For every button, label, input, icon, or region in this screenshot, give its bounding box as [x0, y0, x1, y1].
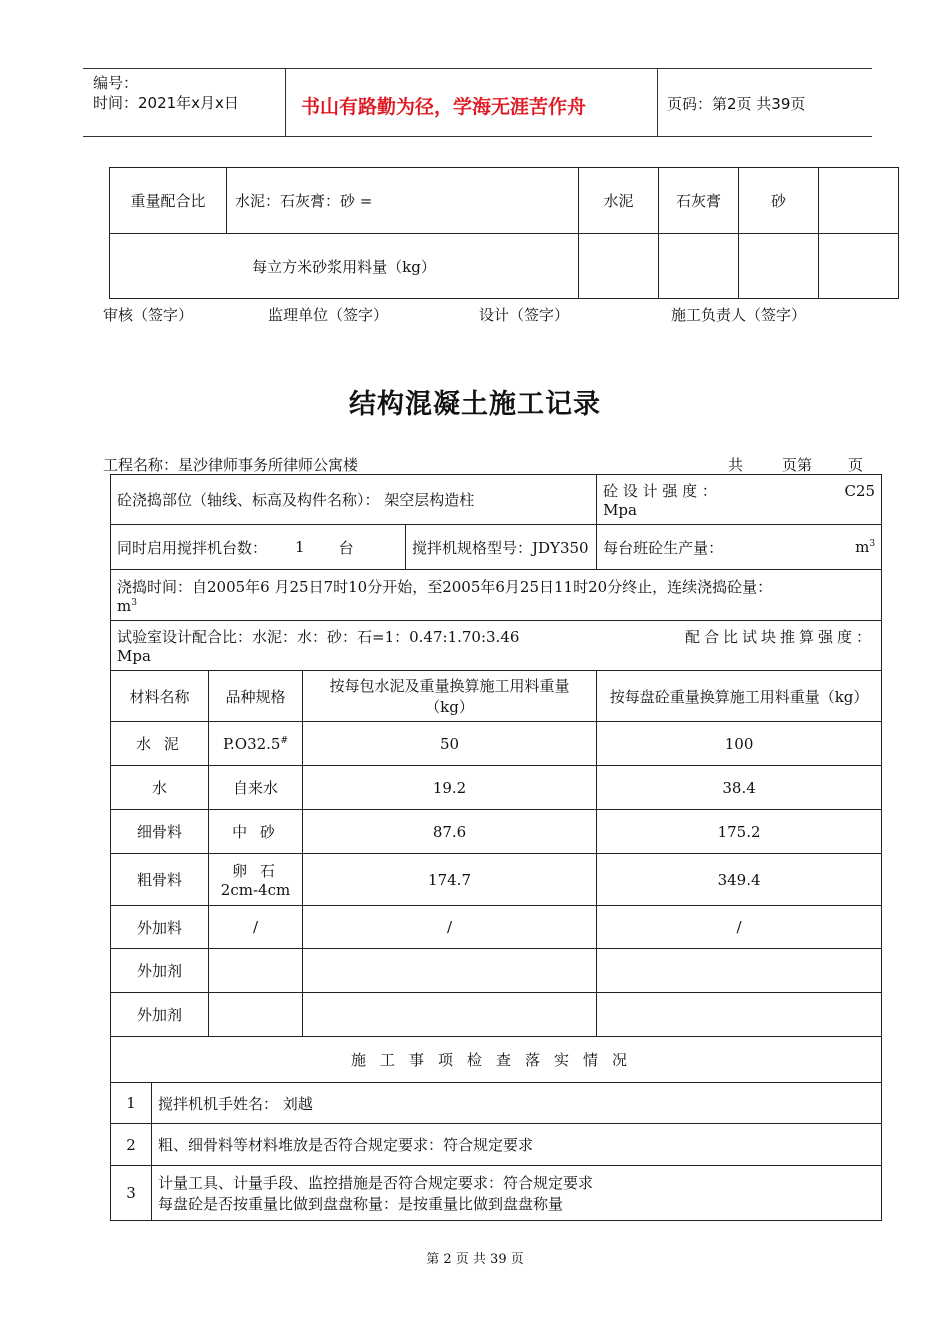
ratio-label: 重量配合比 [110, 168, 227, 234]
sign-design: 设计（签字） [479, 306, 570, 324]
footer-page-number: 第 2 页 共 39 页 [426, 1252, 524, 1267]
material-per-batch [597, 993, 882, 1037]
material-spec: 中 砂 [209, 810, 303, 854]
header-divider-2 [657, 68, 658, 136]
design-strength-label: 砼 设 计 强 度 ： [603, 482, 717, 500]
project-name: 工程名称：星沙律师事务所律师公寓楼 [103, 456, 359, 474]
col-cement: 水泥 [579, 168, 659, 234]
mixer-model: 搅拌机规格型号：JDY350 [406, 525, 597, 570]
mixers-label: 同时启用搅拌机台数： [117, 538, 268, 557]
material-name: 水 [111, 766, 209, 810]
material-per-bag [303, 949, 597, 993]
col-material: 材料名称 [111, 671, 209, 722]
blank-cell [659, 234, 739, 299]
lab-mix-cell [111, 621, 882, 671]
material-spec: 自来水 [209, 766, 303, 810]
table-row [111, 906, 882, 949]
mix-ratio-table [109, 167, 899, 299]
check-row [111, 1083, 882, 1124]
pour-time-cell [111, 570, 882, 621]
output-unit-cube: 3 [869, 539, 876, 549]
lab-mix: 试验室设计配合比：水泥：水：砂：石=1：0.47:1.70:3.46 [117, 628, 520, 646]
blank-cell [819, 234, 899, 299]
design-strength-unit: Mpa [603, 501, 637, 519]
material-per-bag: 19.2 [303, 766, 597, 810]
material-name: 外加料 [111, 906, 209, 949]
blank-cell [739, 234, 819, 299]
header-page-info: 页码：第2页 共39页 [667, 95, 806, 113]
col-per-bag: 按每包水泥及重量换算施工用料重量（kg） [303, 671, 597, 722]
per-m3-label: 每立方米砂浆用料量（kg） [110, 234, 579, 299]
pour-volume-unit: m [117, 596, 132, 615]
material-per-batch [597, 949, 882, 993]
material-spec: / [209, 906, 303, 949]
check-row [111, 1166, 882, 1221]
ratio-formula: 水泥：石灰膏：砂 = [227, 168, 579, 234]
material-per-batch: 349.4 [597, 854, 882, 906]
material-spec-size: 2cm-4cm [220, 881, 291, 899]
sign-review: 审核（签字） [103, 306, 194, 324]
trial-strength-unit: Mpa [117, 647, 151, 665]
table-row [111, 722, 882, 766]
material-spec [209, 993, 303, 1037]
design-strength-value: C25 [844, 481, 876, 500]
page-mid-label: 页第 [782, 456, 813, 474]
table-row [111, 810, 882, 854]
sign-construction: 施工负责人（签字） [671, 306, 807, 324]
material-name: 外加剂 [111, 993, 209, 1037]
table-row [111, 854, 882, 906]
mixers-count: 1 [295, 538, 305, 556]
col-sand: 砂 [739, 168, 819, 234]
material-spec: 卵 石 [232, 862, 279, 880]
header-time-label: 时间：2021年x月x日 [93, 94, 239, 112]
material-name: 水 泥 [111, 722, 209, 766]
output-label: 每台班砼生产量： [603, 538, 724, 557]
check-number: 3 [111, 1166, 152, 1221]
material-name: 粗骨料 [111, 854, 209, 906]
check-text: 粗、细骨料等材料堆放是否符合规定要求：符合规定要求 [152, 1124, 882, 1166]
table-row [111, 949, 882, 993]
page-end-label: 页 [848, 456, 864, 474]
check-text: 计量工具、计量手段、监控措施是否符合规定要求：符合规定要求 [158, 1174, 594, 1192]
material-spec: P.O32.5 [222, 734, 281, 753]
sign-supervision: 监理单位（签字） [268, 306, 389, 324]
output-unit: m [855, 538, 870, 556]
header-divider-1 [285, 68, 286, 136]
pour-volume-cube: 3 [131, 597, 137, 608]
mixers-unit: 台 [338, 538, 354, 557]
blank-cell [819, 168, 899, 234]
col-per-batch: 按每盘砼重量换算施工用料重量（kg） [597, 671, 882, 722]
material-spec-mark: # [280, 735, 289, 746]
col-lime: 石灰膏 [659, 168, 739, 234]
header-top-rule [83, 68, 872, 69]
material-per-batch: 100 [597, 722, 882, 766]
material-per-bag: / [303, 906, 597, 949]
page-total-label: 共 [728, 456, 744, 474]
check-text: 搅拌机机手姓名： 刘越 [152, 1083, 882, 1124]
trial-strength-label: 配合比试块推算强度： [685, 628, 876, 646]
check-heading: 施工事项检查落实情况 [111, 1037, 882, 1083]
material-name: 外加剂 [111, 949, 209, 993]
material-per-batch: / [597, 906, 882, 949]
output-cell [597, 525, 882, 570]
material-per-batch: 175.2 [597, 810, 882, 854]
table-row [111, 993, 882, 1037]
check-row [111, 1124, 882, 1166]
material-spec [209, 949, 303, 993]
blank-cell [579, 234, 659, 299]
page-title: 结构混凝土施工记录 [349, 389, 601, 420]
concrete-record-table [110, 474, 882, 1221]
check-text-2: 每盘砼是否按重量比做到盘盘称量：是按重量比做到盘盘称量 [158, 1195, 564, 1213]
material-per-bag: 87.6 [303, 810, 597, 854]
pour-time: 浇捣时间：自2005年6 月25日7时10分开始，至2005年6月25日11时20分终止，连续浇捣砼量： [117, 577, 773, 596]
header-number-label: 编号： [93, 74, 139, 92]
col-spec: 品种规格 [209, 671, 303, 722]
pour-location: 砼浇捣部位（轴线、标高及构件名称）： 架空层构造柱 [111, 475, 597, 525]
header-motto: 书山有路勤为径，学海无涯苦作舟 [301, 96, 587, 118]
material-name: 细骨料 [111, 810, 209, 854]
material-per-bag [303, 993, 597, 1037]
check-number: 1 [111, 1083, 152, 1124]
material-per-batch: 38.4 [597, 766, 882, 810]
material-per-bag: 174.7 [303, 854, 597, 906]
design-strength-cell [597, 475, 882, 525]
check-number: 2 [111, 1124, 152, 1166]
table-row [111, 766, 882, 810]
header-bottom-rule [83, 136, 872, 137]
mixers-cell [111, 525, 406, 570]
material-per-bag: 50 [303, 722, 597, 766]
